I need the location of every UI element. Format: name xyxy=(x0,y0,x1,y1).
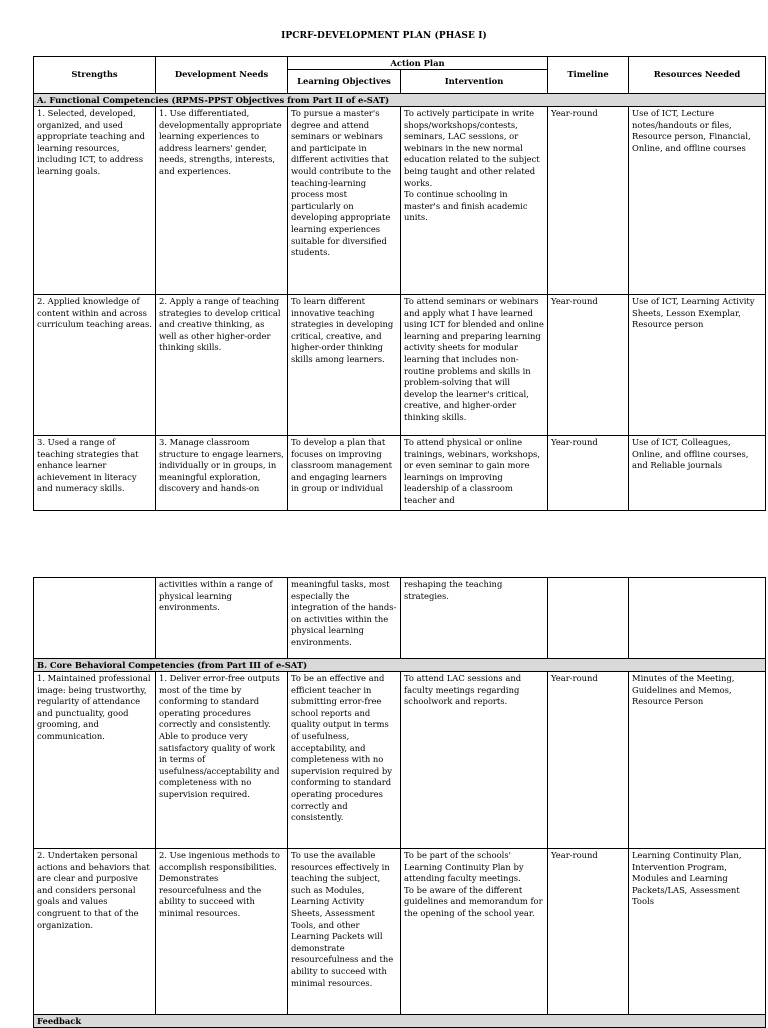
need-cell: activities within a range of physical learning environments. xyxy=(156,578,288,659)
objective-cell: To be an effective and efficient teacher in submitting error-free school reports and quality output in terms of usefulness, acceptability, and completeness with no supervision required by conforming to standard operating procedures correctly and consistently. xyxy=(288,672,401,849)
need-cell: 3. Manage classroom structure to engage learners, individually or in groups, in meaningful exploration, discovery and hands-on xyxy=(156,436,288,511)
strength-cell: 2. Applied knowledge of content within and across curriculum teaching areas. xyxy=(34,295,156,436)
resources-cell: Use of ICT, Learning Activity Sheets, Lesson Exemplar, Resource person xyxy=(629,295,766,436)
intervention-cell: To attend seminars or webinars and apply what I have learned using ICT for blended and online learning and preparing learning activity sheets for modular learning that includes non-routine problems and skills in problem-solving that will develop the learner's critical, creative, and higher-order thinking skills. xyxy=(401,295,548,436)
timeline-cell xyxy=(548,578,629,659)
objective-cell: To use the available resources effectively in teaching the subject, such as Modules, Learning Activity Sheets, Assessment Tools, and other Learning Packets will demonstrate resourcefulness and the ability to succeed with minimal resources. xyxy=(288,849,401,1015)
strength-cell: 2. Undertaken personal actions and behaviors that are clear and purposive and considers personal goals and values congruent to that of the organization. xyxy=(34,849,156,1015)
need-cell: 1. Deliver error-free outputs most of the time by conforming to standard operating procedures correctly and consistently. Able to produce very satisfactory quality of work in terms of usefulness/acceptability and completeness with no supervision required. xyxy=(156,672,288,849)
timeline-cell: Year-round xyxy=(548,436,629,511)
table-row xyxy=(34,672,766,849)
resources-cell xyxy=(629,578,766,659)
table-row xyxy=(34,295,766,436)
resources-cell: Minutes of the Meeting, Guidelines and Memos, Resource Person xyxy=(629,672,766,849)
resources-cell: Use of ICT, Colleagues, Online, and offline courses, and Reliable journals xyxy=(629,436,766,511)
intervention-cell: To actively participate in write shops/workshops/contests, seminars, LAC sessions, or webinars in the new normal education related to the subject being taught and other related works. To continue schooling in master's and finish academic units. xyxy=(401,107,548,295)
need-cell: 1. Use differentiated, developmentally appropriate learning experiences to address learners' gender, needs, strengths, interests, and experiences. xyxy=(156,107,288,295)
header-intervention: Intervention xyxy=(401,70,548,94)
table-row xyxy=(34,436,766,511)
table-row xyxy=(34,578,766,659)
development-plan-table xyxy=(33,56,766,511)
section-b-heading: B. Core Behavioral Competencies (from Part III of e-SAT) xyxy=(34,659,766,672)
timeline-cell: Year-round xyxy=(548,107,629,295)
table-row xyxy=(34,107,766,295)
strength-cell xyxy=(34,578,156,659)
resources-cell: Learning Continuity Plan, Intervention Program, Modules and Learning Packets/LAS, Assessment Tools xyxy=(629,849,766,1015)
table-row xyxy=(34,849,766,1015)
intervention-cell: To be part of the schools' Learning Continuity Plan by attending faculty meetings. To be aware of the different guidelines and memorandum for the opening of the school year. xyxy=(401,849,548,1015)
development-plan-table-continued xyxy=(33,577,766,1028)
header-timeline: Timeline xyxy=(548,57,629,94)
need-cell: 2. Use ingenious methods to accomplish responsibilities. Demonstrates resourcefulness and the ability to succeed with minimal resources. xyxy=(156,849,288,1015)
objective-cell: To pursue a master's degree and attend seminars or webinars and participate in different activities that would contribute to the teaching-learning process most particularly on developing appropriate learning experiences suitable for diversified students. xyxy=(288,107,401,295)
header-development-needs: Development Needs xyxy=(156,57,288,94)
header-action-plan: Action Plan xyxy=(288,57,548,70)
section-a-heading: A. Functional Competencies (RPMS-PPST Objectives from Part II of e-SAT) xyxy=(34,94,766,107)
header-learning-objectives: Learning Objectives xyxy=(288,70,401,94)
timeline-cell: Year-round xyxy=(548,672,629,849)
strength-cell: 1. Selected, developed, organized, and used appropriate teaching and learning resources, including ICT, to address learning goals. xyxy=(34,107,156,295)
feedback-heading: Feedback xyxy=(34,1015,766,1028)
intervention-cell: To attend LAC sessions and faculty meetings regarding schoolwork and reports. xyxy=(401,672,548,849)
header-strengths: Strengths xyxy=(34,57,156,94)
strength-cell: 1. Maintained professional image: being trustworthy, regularity of attendance and punctuality, good grooming, and communication. xyxy=(34,672,156,849)
timeline-cell: Year-round xyxy=(548,849,629,1015)
header-resources: Resources Needed xyxy=(629,57,766,94)
objective-cell: To develop a plan that focuses on improving classroom management and engaging learners in group or individual xyxy=(288,436,401,511)
need-cell: 2. Apply a range of teaching strategies to develop critical and creative thinking, as well as other higher-order thinking skills. xyxy=(156,295,288,436)
timeline-cell: Year-round xyxy=(548,295,629,436)
resources-cell: Use of ICT, Lecture notes/handouts or files, Resource person, Financial, Online, and offline courses xyxy=(629,107,766,295)
intervention-cell: reshaping the teaching strategies. xyxy=(401,578,548,659)
strength-cell: 3. Used a range of teaching strategies that enhance learner achievement in literacy and numeracy skills. xyxy=(34,436,156,511)
objective-cell: meaningful tasks, most especially the integration of the hands-on activities within the physical learning environments. xyxy=(288,578,401,659)
intervention-cell: To attend physical or online trainings, webinars, workshops, or even seminar to gain more learnings on improving leadership of a classroom teacher and xyxy=(401,436,548,511)
objective-cell: To learn different innovative teaching strategies in developing critical, creative, and higher-order thinking skills among learners. xyxy=(288,295,401,436)
page-title: IPCRF-DEVELOPMENT PLAN (PHASE I) xyxy=(281,31,487,41)
